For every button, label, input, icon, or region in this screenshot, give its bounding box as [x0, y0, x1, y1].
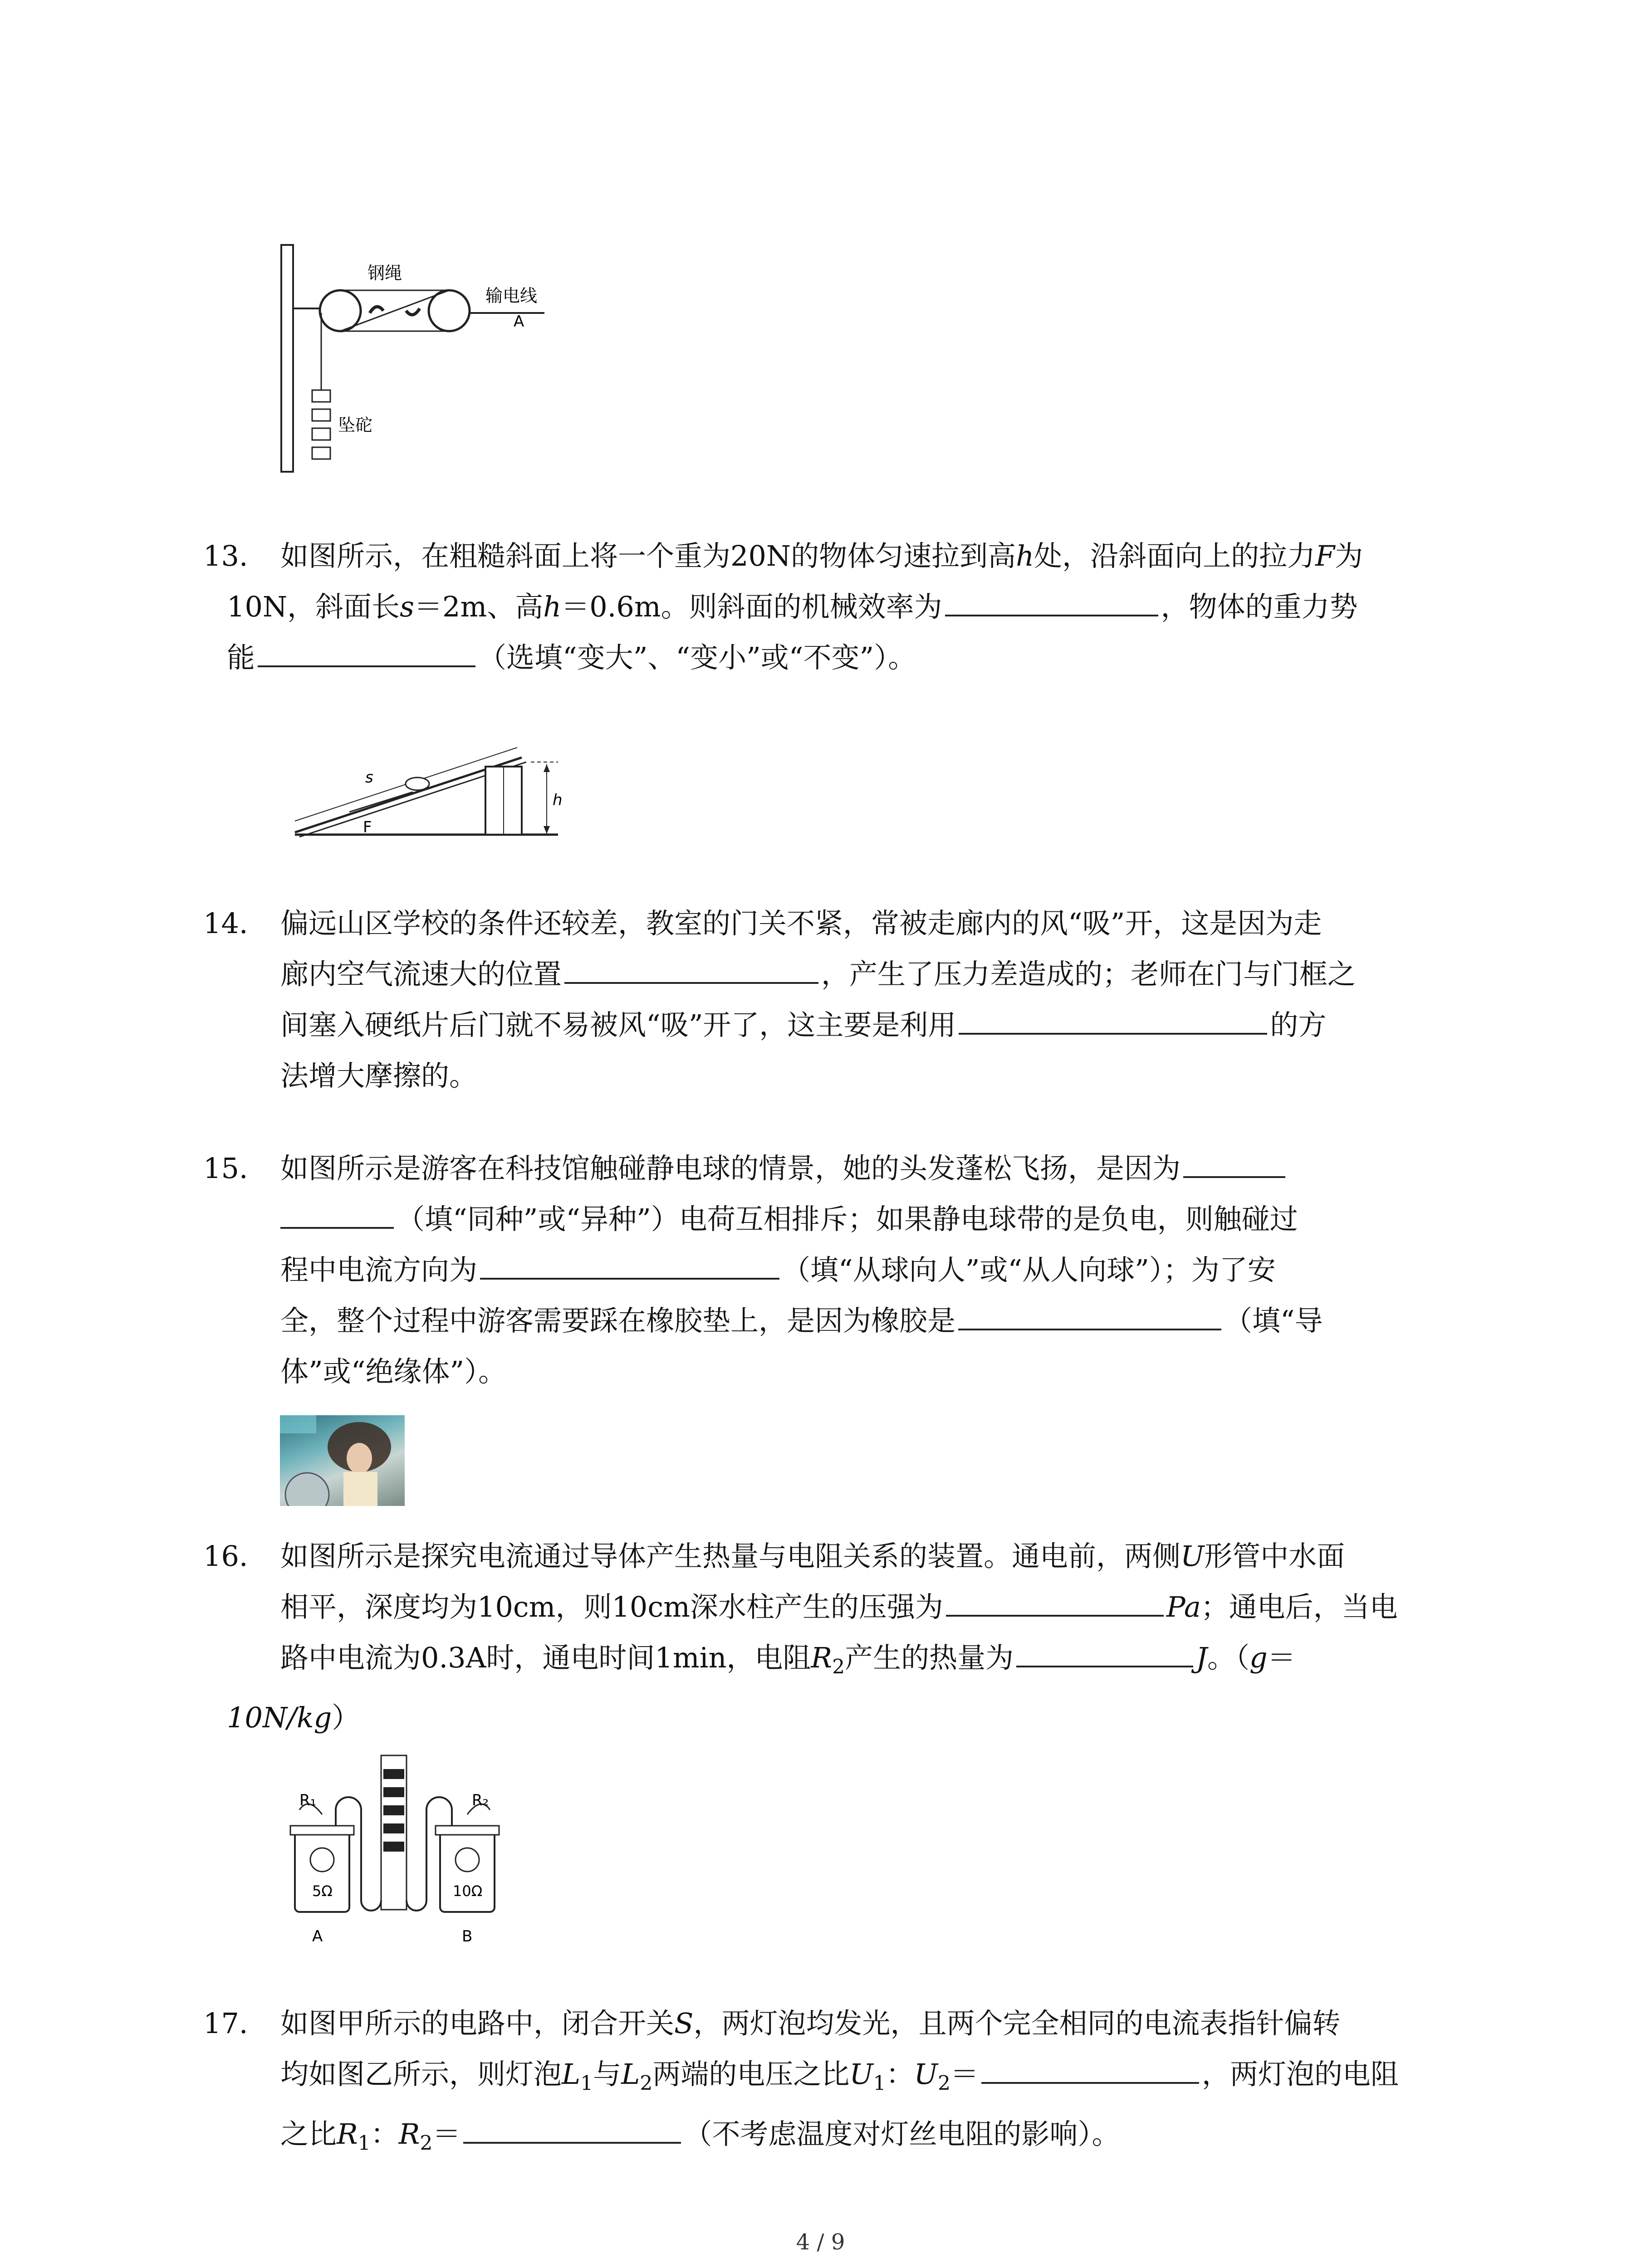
- container-b-label: B: [462, 1927, 473, 1945]
- q17-text: ，两灯泡均发光，且两个完全相同的电流表指针偏转: [693, 2007, 1341, 2040]
- q16-text: 相平，深度均为: [280, 1590, 478, 1623]
- q17-text: ＝: [432, 2117, 461, 2151]
- q17-subscript: 2: [420, 2131, 433, 2155]
- q16-time: 1min: [655, 1641, 727, 1674]
- r1-label: R₁: [299, 1791, 317, 1809]
- q16-gravity: 10N/kg: [227, 1701, 332, 1735]
- q16-var-u: U: [1181, 1540, 1205, 1573]
- q13-var-h: h: [1016, 539, 1034, 572]
- q16-text: 。（: [1207, 1641, 1249, 1674]
- weight-label: 坠砣: [338, 415, 373, 435]
- answer-blank[interactable]: [981, 2050, 1199, 2084]
- q16-text: 产生的热量为: [845, 1641, 1014, 1674]
- q17-subscript: 1: [873, 2072, 886, 2095]
- question-15: [203, 1143, 1452, 1397]
- photo-content: [280, 1415, 405, 1506]
- q13-text: 。则斜面的机械效率为: [661, 590, 942, 623]
- q17-text: 两端的电压之比: [652, 2058, 850, 2091]
- incline-h-label: h: [553, 791, 563, 809]
- question-16: [203, 1531, 1452, 1743]
- q17-var-s: S: [674, 2007, 694, 2040]
- question-13: [203, 531, 1452, 683]
- q16-text: 如图所示是探究电流通过导体产生热量与电阻关系的装置。通电前，两侧: [280, 1540, 1181, 1573]
- pulley-figure: [272, 240, 563, 476]
- q17-var-u: U: [849, 2058, 873, 2091]
- q17-text: 与: [593, 2058, 622, 2091]
- q14-text: ，产生了压力差造成的；老师在门与门框之: [821, 958, 1356, 991]
- q13-text: 能: [227, 641, 255, 674]
- q13-text: 的物体匀速拉到高: [791, 539, 1016, 572]
- answer-blank[interactable]: [480, 1246, 779, 1280]
- q17-text: ：: [886, 2058, 914, 2091]
- q16-depth: 10cm: [612, 1590, 690, 1623]
- answer-blank[interactable]: [946, 1583, 1164, 1617]
- q13-length: 2m: [442, 590, 487, 623]
- wire-label: 输电线: [485, 286, 538, 306]
- q17-var-l: L: [621, 2058, 640, 2091]
- heat-apparatus-diagram: [281, 1751, 517, 1950]
- q17-text: 如图甲所示的电路中，闭合开关: [280, 2007, 675, 2040]
- q15-text: 如图所示是游客在科技馆触碰静电球的情景，她的头发蓬松飞扬，是因为: [280, 1152, 1181, 1185]
- q13-var-h: h: [543, 590, 562, 623]
- q13-var-f: F: [1315, 539, 1335, 572]
- q14-text: 偏远山区学校的条件还较差，教室的门关不紧，常被走廊内的风“吸”开，这是因为走: [280, 907, 1322, 940]
- q16-text: 路中电流为: [280, 1641, 421, 1674]
- q13-text: 为: [1335, 539, 1363, 572]
- q16-text: 形管中水面: [1204, 1540, 1345, 1573]
- container-a-label: A: [312, 1927, 323, 1945]
- q14-text: 法增大摩擦的。: [280, 1059, 478, 1092]
- answer-blank[interactable]: [958, 1297, 1221, 1330]
- q17-text: 均如图乙所示，则灯泡: [280, 2058, 562, 2091]
- q14-text: 的方: [1270, 1008, 1327, 1041]
- q13-height: 0.6m: [589, 590, 661, 623]
- q13-eq: ＝: [414, 590, 443, 623]
- q16-text: ＝: [1267, 1641, 1296, 1674]
- q15-text: （填“导: [1224, 1304, 1323, 1337]
- answer-blank[interactable]: [1183, 1144, 1285, 1178]
- heat-apparatus-figure: [281, 1751, 517, 1950]
- q13-weight: 20N: [730, 539, 791, 572]
- q15-text: 体”或“绝缘体”）。: [280, 1355, 507, 1388]
- q13-force: 10N: [227, 590, 288, 623]
- q17-text: 之比: [280, 2117, 337, 2151]
- page-number: 4 / 9: [796, 2229, 845, 2255]
- question-number: 15.: [203, 1152, 248, 1185]
- pulley-diagram: [272, 240, 563, 476]
- q13-text: 处，沿斜面向上的拉力: [1034, 539, 1316, 572]
- incline-figure: [286, 730, 567, 848]
- question-17: [203, 1998, 1452, 2169]
- q13-text: （选填“变大”、“变小”或“不变”）。: [478, 641, 916, 674]
- answer-blank[interactable]: [280, 1195, 394, 1229]
- q16-unit-j: J: [1196, 1641, 1207, 1674]
- r2-label: R₂: [472, 1791, 489, 1809]
- q14-text: 廊内空气流速大的位置: [280, 958, 562, 991]
- q17-var-l: L: [562, 2058, 581, 2091]
- q13-text: ，斜面长: [287, 590, 400, 623]
- q16-unit-pa: Pa: [1166, 1590, 1201, 1623]
- q16-depth: 10cm: [477, 1590, 556, 1623]
- q16-text: 时，通电时间: [486, 1641, 655, 1674]
- static-ball-photo: [280, 1415, 405, 1506]
- left-resistance-label: 5Ω: [312, 1882, 333, 1900]
- q17-var-r: R: [337, 2117, 358, 2151]
- q17-subscript: 1: [580, 2072, 593, 2095]
- q17-text: ＝: [950, 2058, 979, 2091]
- q14-text: 间塞入硬纸片后门就不易被风“吸”开了，这主要是利用: [280, 1008, 956, 1041]
- q17-subscript: 1: [358, 2131, 371, 2155]
- question-14: [203, 898, 1452, 1101]
- q15-text: 程中电流方向为: [280, 1253, 478, 1286]
- q17-text: （不考虑温度对灯丝电阻的影响）。: [684, 2117, 1120, 2151]
- answer-blank[interactable]: [564, 950, 818, 984]
- q13-text: 、高: [487, 590, 544, 623]
- q16-var-r: R: [811, 1641, 833, 1674]
- q13-eq: ＝: [561, 590, 590, 623]
- question-number: 13.: [203, 539, 248, 572]
- q17-var-u: U: [914, 2058, 938, 2091]
- q17-text: ，两灯泡的电阻: [1201, 2058, 1399, 2091]
- question-number: 14.: [203, 907, 248, 940]
- q17-var-r: R: [398, 2117, 420, 2151]
- incline-s-label: s: [365, 768, 373, 787]
- q15-text: （填“同种”或“异种”）电荷互相排斥；如果静电球带的是负电，则触碰过: [397, 1202, 1298, 1236]
- q16-var-g: g: [1249, 1641, 1268, 1674]
- q16-text: ，电阻: [726, 1641, 811, 1674]
- question-number: 17.: [203, 2007, 248, 2040]
- q15-text: 全，整个过程中游客需要踩在橡胶垫上，是因为橡胶是: [280, 1304, 956, 1337]
- answer-blank[interactable]: [945, 583, 1158, 616]
- q17-subscript: 2: [640, 2072, 653, 2095]
- incline-f-label: F: [363, 818, 372, 836]
- q16-text: ；通电后，当电: [1200, 1590, 1398, 1623]
- q17-text: ：: [370, 2117, 399, 2151]
- rope-label: 钢绳: [367, 263, 402, 283]
- q16-current: 0.3A: [421, 1641, 486, 1674]
- q16-text: 深水柱产生的压强为: [690, 1590, 943, 1623]
- q16-text: ）: [332, 1701, 360, 1735]
- incline-diagram: [286, 730, 567, 848]
- answer-blank[interactable]: [258, 634, 475, 667]
- answer-blank[interactable]: [1016, 1634, 1193, 1667]
- q17-subscript: 2: [937, 2072, 950, 2095]
- q16-text: ，则: [555, 1590, 612, 1623]
- point-a-label: A: [514, 313, 524, 331]
- q15-text: （填“从球向人”或“从人向球”）；为了安: [782, 1253, 1276, 1286]
- q13-var-s: s: [400, 590, 414, 623]
- q13-text: 如图所示，在粗糙斜面上将一个重为: [280, 539, 731, 572]
- q13-text: ，物体的重力势: [1161, 590, 1358, 623]
- question-number: 16.: [203, 1540, 248, 1573]
- q16-subscript: 2: [832, 1655, 845, 1679]
- answer-blank[interactable]: [463, 2110, 681, 2144]
- answer-blank[interactable]: [959, 1001, 1267, 1035]
- right-resistance-label: 10Ω: [453, 1882, 483, 1900]
